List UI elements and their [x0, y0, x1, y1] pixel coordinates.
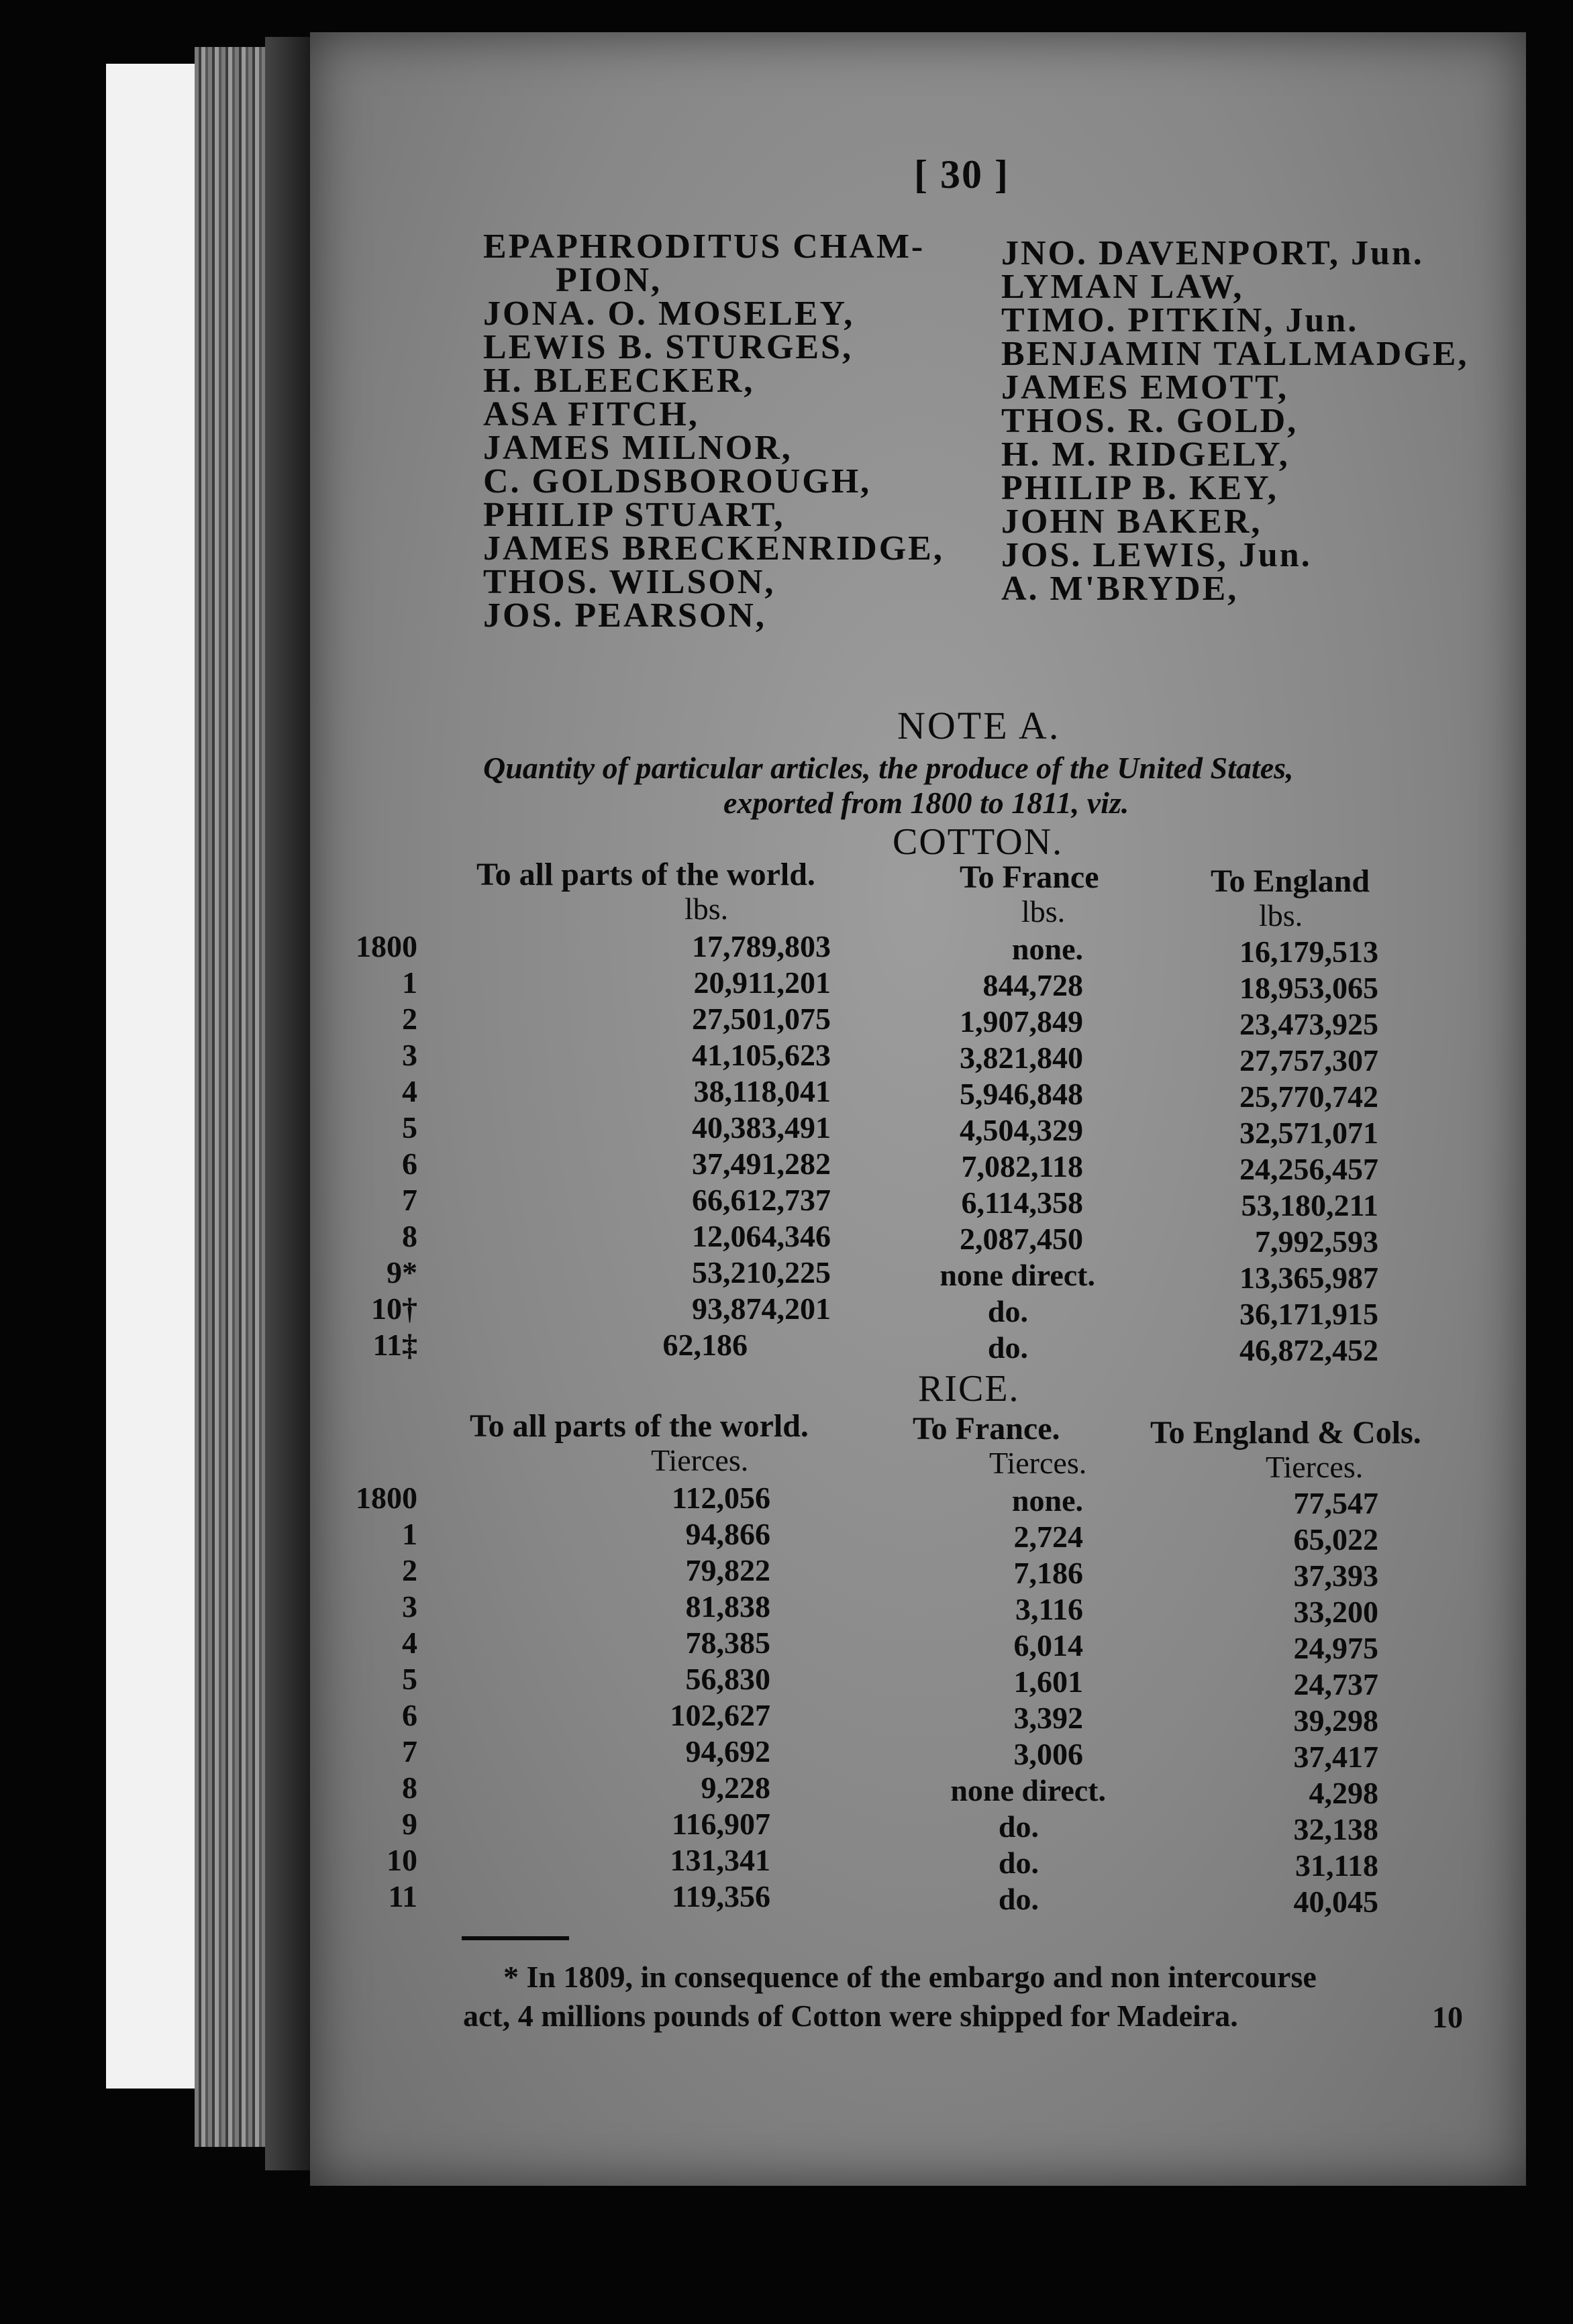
france-cell: 5,946,848: [960, 1077, 1083, 1111]
england-cell: 32,138: [1293, 1812, 1378, 1846]
signatory-name: JOS. LEWIS, Jun.: [1001, 536, 1312, 574]
signatory-name: JONA. O. MOSELEY,: [483, 295, 855, 333]
cotton-unit-france: lbs.: [1021, 894, 1066, 929]
england-cell: 37,393: [1293, 1559, 1378, 1593]
year-cell: 10†: [371, 1291, 417, 1326]
signatory-name: LYMAN LAW,: [1001, 268, 1244, 306]
france-cell: 844,728: [982, 968, 1083, 1002]
signatory-name: TIMO. PITKIN, Jun.: [1001, 301, 1359, 339]
world-cell: 102,627: [670, 1698, 770, 1732]
france-cell: 1,907,849: [960, 1004, 1083, 1039]
world-cell: 119,356: [672, 1879, 770, 1913]
france-cell: do.: [998, 1882, 1039, 1916]
signatory-name: H. M. RIDGELY,: [1001, 435, 1290, 474]
year-cell: 9*: [387, 1255, 417, 1289]
year-cell: 1: [402, 1517, 417, 1551]
world-cell: 53,210,225: [692, 1255, 831, 1289]
france-cell: 6,014: [1013, 1628, 1083, 1662]
document-page: [310, 32, 1526, 2186]
year-cell: 11: [388, 1879, 417, 1913]
year-cell: 2: [402, 1002, 417, 1036]
year-cell: 5: [402, 1110, 417, 1145]
france-cell: 2,724: [1013, 1520, 1083, 1554]
england-cell: 53,180,211: [1241, 1188, 1378, 1222]
signatory-name: C. GOLDSBOROUGH,: [483, 462, 872, 500]
england-cell: 27,757,307: [1239, 1043, 1378, 1077]
world-cell: 17,789,803: [692, 929, 831, 963]
cotton-unit-world: lbs.: [684, 892, 729, 926]
england-cell: 39,298: [1293, 1703, 1378, 1738]
signatory-name: PHILIP STUART,: [483, 496, 785, 534]
world-cell: 12,064,346: [692, 1219, 831, 1253]
year-cell: 7: [402, 1183, 417, 1217]
signatory-name: JOHN BAKER,: [1001, 503, 1262, 541]
world-cell: 81,838: [685, 1589, 770, 1624]
world-cell: 116,907: [672, 1807, 770, 1841]
signatory-name: BENJAMIN TALLMADGE,: [1001, 335, 1469, 373]
year-cell: 1800: [356, 1481, 417, 1515]
year-cell: 7: [402, 1734, 417, 1768]
cotton-title: COTTON.: [893, 821, 1064, 863]
france-cell: do.: [987, 1330, 1028, 1365]
world-cell: 62,186: [662, 1328, 748, 1362]
france-cell: 6,114,358: [961, 1185, 1083, 1220]
world-cell: 78,385: [685, 1626, 770, 1660]
england-cell: 24,737: [1293, 1667, 1378, 1701]
signatory-name: JAMES MILNOR,: [483, 429, 793, 467]
world-cell: 94,692: [685, 1734, 770, 1768]
france-cell: none direct.: [950, 1773, 1106, 1807]
england-cell: 23,473,925: [1239, 1007, 1378, 1041]
world-cell: 112,056: [672, 1481, 770, 1515]
footnote-rule: [462, 1936, 569, 1940]
france-cell: 2,087,450: [960, 1222, 1083, 1256]
france-cell: none.: [1011, 1483, 1083, 1518]
world-cell: 27,501,075: [692, 1002, 831, 1036]
england-cell: 24,256,457: [1239, 1152, 1378, 1186]
signatory-name: THOS. WILSON,: [483, 563, 776, 601]
page-number: [ 30 ]: [914, 152, 1009, 197]
england-cell: 31,118: [1295, 1848, 1378, 1883]
note-description-line2: exported from 1800 to 1811, viz.: [723, 786, 1129, 820]
france-cell: do.: [998, 1846, 1039, 1880]
year-cell: 3: [402, 1589, 417, 1624]
france-cell: do.: [987, 1294, 1028, 1328]
cotton-header-france: To France: [960, 859, 1099, 895]
spine-shadow: [265, 37, 312, 2170]
world-cell: 93,874,201: [692, 1291, 831, 1326]
year-cell: 5: [402, 1662, 417, 1696]
signatory-name: PION,: [556, 261, 662, 299]
cotton-header-england: To England: [1211, 863, 1370, 899]
france-cell: 7,082,118: [961, 1149, 1083, 1183]
france-cell: 3,116: [1015, 1592, 1083, 1626]
rice-unit-world: Tierces.: [651, 1443, 749, 1477]
england-cell: 24,975: [1293, 1631, 1378, 1665]
world-cell: 38,118,041: [693, 1074, 831, 1108]
england-cell: 13,365,987: [1239, 1261, 1378, 1295]
world-cell: 41,105,623: [692, 1038, 831, 1072]
world-cell: 9,228: [701, 1771, 770, 1805]
year-cell: 1: [402, 965, 417, 1000]
rice-header-england: To England & Cols.: [1150, 1415, 1421, 1450]
signatory-name: JOS. PEARSON,: [483, 596, 766, 635]
rice-title: RICE.: [918, 1368, 1020, 1410]
year-cell: 4: [402, 1626, 417, 1660]
cotton-unit-england: lbs.: [1259, 898, 1303, 933]
year-cell: 4: [402, 1074, 417, 1108]
cotton-header-world: To all parts of the world.: [476, 857, 815, 892]
france-cell: 3,821,840: [960, 1041, 1083, 1075]
world-cell: 40,383,491: [692, 1110, 831, 1145]
world-cell: 79,822: [685, 1553, 770, 1587]
england-cell: 7,992,593: [1255, 1224, 1378, 1259]
world-cell: 56,830: [685, 1662, 770, 1696]
year-cell: 8: [402, 1771, 417, 1805]
england-cell: 25,770,742: [1239, 1079, 1378, 1114]
france-cell: 3,392: [1013, 1701, 1083, 1735]
signatory-name: THOS. R. GOLD,: [1001, 402, 1299, 440]
france-cell: none.: [1011, 932, 1083, 966]
france-cell: 7,186: [1013, 1556, 1083, 1590]
world-cell: 94,866: [685, 1517, 770, 1551]
note-title: NOTE A.: [897, 704, 1061, 747]
rice-unit-france: Tierces.: [989, 1446, 1087, 1480]
year-cell: 9: [402, 1807, 417, 1841]
england-cell: 33,200: [1293, 1595, 1378, 1629]
rice-header-world: To all parts of the world.: [470, 1408, 809, 1444]
england-cell: 16,179,513: [1239, 935, 1378, 969]
france-cell: none direct.: [940, 1258, 1095, 1292]
england-cell: 40,045: [1293, 1885, 1378, 1919]
france-cell: 1,601: [1013, 1665, 1083, 1699]
signatory-name: A. M'BRYDE,: [1001, 570, 1239, 608]
rice-header-france: To France.: [913, 1411, 1060, 1446]
england-cell: 4,298: [1309, 1776, 1378, 1810]
year-cell: 8: [402, 1219, 417, 1253]
year-cell: 10: [387, 1843, 417, 1877]
note-description-line1: Quantity of particular articles, the produce of the United States,: [483, 751, 1294, 785]
signatory-name: H. BLEECKER,: [483, 362, 755, 400]
signatory-name: ASA FITCH,: [483, 395, 699, 433]
england-cell: 46,872,452: [1239, 1333, 1378, 1367]
england-cell: 36,171,915: [1239, 1297, 1378, 1331]
england-cell: 32,571,071: [1239, 1116, 1378, 1150]
signatory-name: JAMES EMOTT,: [1001, 368, 1288, 407]
footnote-line1: * In 1809, in consequence of the embargo and non intercourse: [503, 1960, 1317, 1994]
england-cell: 77,547: [1293, 1486, 1378, 1520]
year-cell: 1800: [356, 929, 417, 963]
year-cell: 3: [402, 1038, 417, 1072]
signatory-name: PHILIP B. KEY,: [1001, 469, 1278, 507]
world-cell: 37,491,282: [692, 1147, 831, 1181]
year-cell: 11‡: [372, 1328, 417, 1362]
signatory-name: LEWIS B. STURGES,: [483, 328, 853, 366]
france-cell: do.: [998, 1809, 1039, 1844]
world-cell: 66,612,737: [692, 1183, 831, 1217]
rice-unit-england: Tierces.: [1266, 1450, 1364, 1484]
england-cell: 37,417: [1293, 1740, 1378, 1774]
year-cell: 6: [402, 1147, 417, 1181]
world-cell: 131,341: [670, 1843, 770, 1877]
footnote-line2: act, 4 millions pounds of Cotton were shipped for Madeira.: [463, 1999, 1238, 2033]
page-edge-strip: [106, 64, 195, 2089]
england-cell: 18,953,065: [1239, 971, 1378, 1005]
france-cell: 4,504,329: [960, 1113, 1083, 1147]
year-cell: 2: [402, 1553, 417, 1587]
france-cell: 3,006: [1013, 1737, 1083, 1771]
year-cell: 6: [402, 1698, 417, 1732]
signatory-name: JAMES BRECKENRIDGE,: [483, 529, 944, 568]
england-cell: 65,022: [1293, 1522, 1378, 1556]
world-cell: 20,911,201: [693, 965, 831, 1000]
catchword: 10: [1432, 2000, 1463, 2034]
signatory-name: JNO. DAVENPORT, Jun.: [1001, 234, 1424, 272]
signatory-name: EPAPHRODITUS CHAM-: [483, 227, 925, 266]
